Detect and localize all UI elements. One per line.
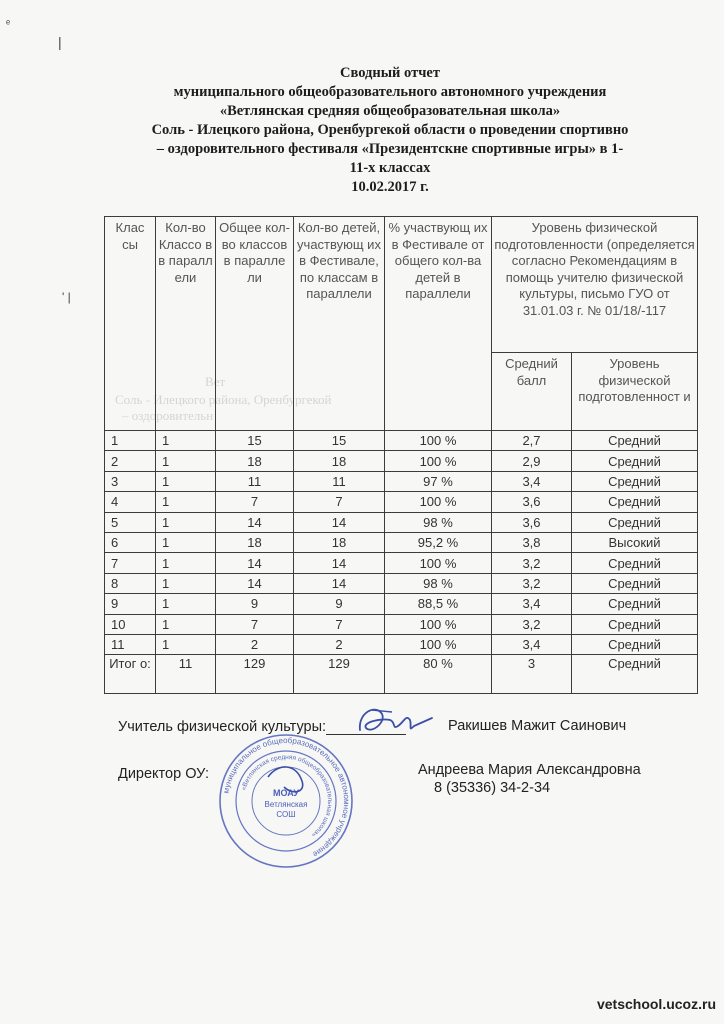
ghost-text-2: Соль - Илецкого района, Оренбургекой <box>115 392 332 407</box>
cell-class: 3 <box>105 471 156 491</box>
cell-total: 14 <box>216 553 294 573</box>
cell-level: Средний <box>572 512 698 532</box>
cell-total: 14 <box>216 573 294 593</box>
table-row <box>105 634 698 654</box>
cell-total: 9 <box>216 594 294 614</box>
cell-class: 9 <box>105 594 156 614</box>
cell-level: Средний <box>572 471 698 491</box>
cell-total: 15 <box>216 431 294 451</box>
total-label: Итог о: <box>105 655 156 694</box>
table-row <box>105 553 698 573</box>
cell-count: 1 <box>156 492 216 512</box>
director-phone: 8 (35336) 34-2-34 <box>434 780 551 796</box>
stamp-center-2: Ветлянская <box>264 800 308 809</box>
ghost-text-3: – оздоровительн <box>122 408 214 423</box>
stamp-center-1: МОАУ <box>272 788 300 798</box>
cell-count: 1 <box>156 471 216 491</box>
cell-percent: 100 % <box>385 614 492 634</box>
cell-score: 2,9 <box>492 451 572 471</box>
cell-participants: 18 <box>294 532 385 552</box>
cell-percent: 100 % <box>385 431 492 451</box>
cell-percent: 100 % <box>385 634 492 654</box>
total-score: 3 <box>492 655 572 694</box>
cell-class: 4 <box>105 492 156 512</box>
cell-count: 1 <box>156 573 216 593</box>
cell-total: 7 <box>216 492 294 512</box>
cell-percent: 100 % <box>385 451 492 471</box>
cell-level: Средний <box>572 594 698 614</box>
cell-percent: 100 % <box>385 553 492 573</box>
title-line-3: «Ветлянская средняя общеобразовательная школа» <box>219 103 561 119</box>
total-level: Средний <box>572 655 698 694</box>
director-label: Директор ОУ: <box>118 766 210 782</box>
table-row <box>105 471 698 491</box>
director-name: Андреева Мария Александровна <box>418 762 641 778</box>
table-row <box>105 573 698 593</box>
cell-class: 1 <box>105 431 156 451</box>
header-fitness-level: Уровень физической подготовленности (определяется согласно Рекомендациям в помощь учителю физической культуры, письмо ГУО от 31.01.03 г. № 01/18/-117 <box>492 217 698 353</box>
cell-percent: 100 % <box>385 492 492 512</box>
teacher-label: Учитель физической культуры: <box>118 719 327 735</box>
cell-score: 3,8 <box>492 532 572 552</box>
ghost-text-1: Вет <box>205 374 226 389</box>
cell-score: 3,2 <box>492 553 572 573</box>
cell-score: 2,7 <box>492 431 572 451</box>
cell-percent: 88,5 % <box>385 594 492 614</box>
teacher-name: Ракишев Мажит Саинович <box>448 718 627 734</box>
table-row <box>105 594 698 614</box>
report-table <box>104 216 698 694</box>
cell-participants: 11 <box>294 471 385 491</box>
cell-percent: 98 % <box>385 573 492 593</box>
cell-percent: 98 % <box>385 512 492 532</box>
cell-participants: 15 <box>294 431 385 451</box>
cell-score: 3,2 <box>492 573 572 593</box>
cell-score: 3,4 <box>492 634 572 654</box>
cell-count: 1 <box>156 451 216 471</box>
cell-score: 3,4 <box>492 471 572 491</box>
cell-count: 1 <box>156 634 216 654</box>
cell-score: 3,4 <box>492 594 572 614</box>
cell-participants: 14 <box>294 553 385 573</box>
table-row <box>105 532 698 552</box>
title-line-1: Сводный отчет <box>340 65 440 81</box>
cell-total: 11 <box>216 471 294 491</box>
cell-total: 2 <box>216 634 294 654</box>
title-line-6: 11-х классах <box>349 160 431 176</box>
cell-percent: 95,2 % <box>385 532 492 552</box>
cell-level: Средний <box>572 492 698 512</box>
report-title <box>90 64 690 197</box>
cell-total: 18 <box>216 532 294 552</box>
header-total-in-parallel: Общее кол-во классов в паралле ли <box>216 217 294 431</box>
corner-mark: ᵉ <box>6 18 11 30</box>
header-level: Уровень физической подготовленност и <box>572 353 698 431</box>
margin-mark: | <box>58 34 62 50</box>
cell-level: Средний <box>572 614 698 634</box>
cell-participants: 14 <box>294 573 385 593</box>
cell-participants: 9 <box>294 594 385 614</box>
cell-class: 10 <box>105 614 156 634</box>
site-watermark: vetschool.ucoz.ru <box>596 996 716 1012</box>
cell-level: Средний <box>572 431 698 451</box>
cell-class: 11 <box>105 634 156 654</box>
total-total: 129 <box>216 655 294 694</box>
total-participants: 129 <box>294 655 385 694</box>
header-percent: % участвующ их в Фестивале от общего кол-ва детей в параллели <box>385 217 492 431</box>
cell-participants: 7 <box>294 492 385 512</box>
cell-score: 3,6 <box>492 492 572 512</box>
cell-count: 1 <box>156 512 216 532</box>
title-date: 10.02.2017 г. <box>351 179 429 195</box>
cell-score: 3,2 <box>492 614 572 634</box>
table-row <box>105 614 698 634</box>
cell-total: 7 <box>216 614 294 634</box>
cell-level: Средний <box>572 573 698 593</box>
header-avg-score: Средний балл <box>492 353 572 431</box>
cell-total: 18 <box>216 451 294 471</box>
cell-class: 6 <box>105 532 156 552</box>
header-classes-count: Кол-во Классо в в паралл ели <box>156 217 216 431</box>
stamp-outer-text: муниципальное общеобразовательное автономное учреждение <box>221 735 352 859</box>
table-row <box>105 451 698 471</box>
cell-count: 1 <box>156 431 216 451</box>
stamp-center-3: СОШ <box>276 810 296 819</box>
cell-participants: 14 <box>294 512 385 532</box>
cell-score: 3,6 <box>492 512 572 532</box>
cell-participants: 18 <box>294 451 385 471</box>
table-total-row <box>105 655 698 694</box>
cell-count: 1 <box>156 532 216 552</box>
cell-participants: 7 <box>294 614 385 634</box>
cell-participants: 2 <box>294 634 385 654</box>
header-participants: Кол-во детей, участвующ их в Фестивале, по классам в параллели <box>294 217 385 431</box>
cell-class: 5 <box>105 512 156 532</box>
cell-level: Средний <box>572 553 698 573</box>
table-row <box>105 431 698 451</box>
cell-class: 2 <box>105 451 156 471</box>
total-count: 11 <box>156 655 216 694</box>
table-row <box>105 512 698 532</box>
table-row <box>105 492 698 512</box>
cell-level: Средний <box>572 634 698 654</box>
cell-count: 1 <box>156 553 216 573</box>
header-class: Клас сы <box>105 217 156 431</box>
official-stamp <box>218 733 354 869</box>
total-percent: 80 % <box>385 655 492 694</box>
title-line-5: – оздоровительного фестиваля «Президентскне спортивные игры» в 1- <box>156 141 624 157</box>
handwritten-signature <box>352 700 436 742</box>
cell-level: Высокий <box>572 532 698 552</box>
cell-class: 8 <box>105 573 156 593</box>
cell-total: 14 <box>216 512 294 532</box>
title-line-4: Соль - Илецкого района, Оренбургекой области о проведении спортивно <box>151 122 629 138</box>
cell-percent: 97 % <box>385 471 492 491</box>
margin-mark-2: ' | <box>62 290 71 304</box>
cell-level: Средний <box>572 451 698 471</box>
stamp-inner-text: «Ветлянская средняя общеобразовательная школа» <box>240 753 334 839</box>
title-line-2: муниципального общеобразовательного автономного учреждения <box>173 84 607 100</box>
cell-count: 1 <box>156 594 216 614</box>
cell-count: 1 <box>156 614 216 634</box>
cell-class: 7 <box>105 553 156 573</box>
